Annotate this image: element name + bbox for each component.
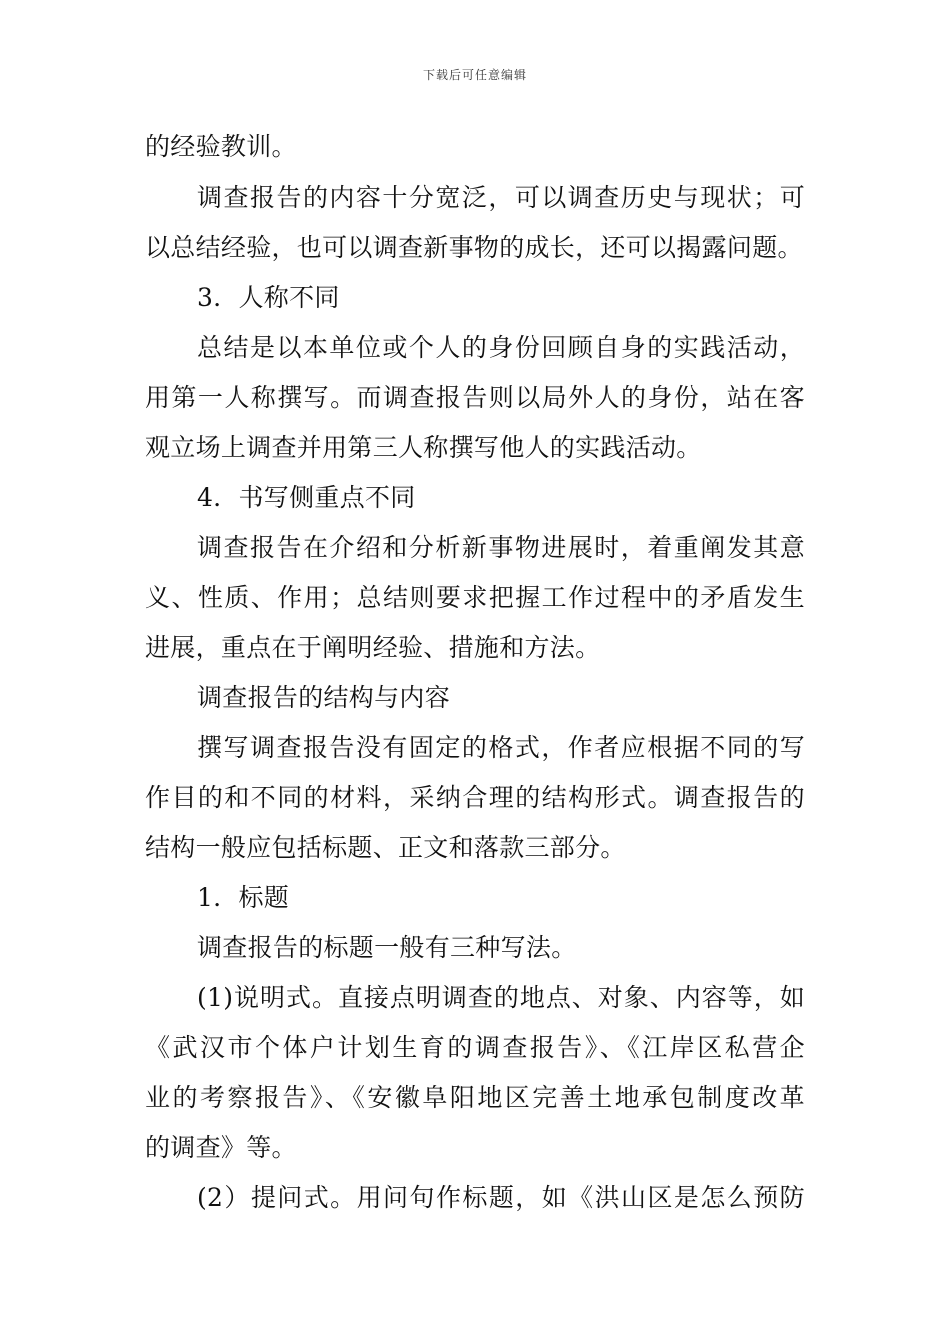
section-heading-4: 4．书写侧重点不同 <box>197 483 416 512</box>
text-line-1: 的经验教训。 <box>145 132 297 161</box>
section-heading-title: 1．标题 <box>197 883 290 912</box>
text-line-10: 义、性质、作用；总结则要求把握工作过程中的矛盾发生 <box>145 583 805 612</box>
text-line-6: 用第一人称撰写。而调查报告则以局外人的身份，站在客 <box>145 383 805 412</box>
text-line-15: 结构一般应包括标题、正文和落款三部分。 <box>145 833 626 862</box>
text-line-11: 进展，重点在于阐明经验、措施和方法。 <box>145 633 601 662</box>
text-line-9: 调查报告在介绍和分析新事物进展时，着重阐发其意 <box>197 533 805 562</box>
text-line-7: 观立场上调查并用第三人称撰写他人的实践活动。 <box>145 433 702 462</box>
section-heading-3: 3．人称不同 <box>197 283 340 312</box>
text-line-5: 总结是以本单位或个人的身份回顾自身的实践活动， <box>197 333 805 362</box>
text-line-13: 撰写调查报告没有固定的格式，作者应根据不同的写 <box>197 733 805 762</box>
text-line-2: 调查报告的内容十分宽泛，可以调查历史与现状；可 <box>197 183 805 212</box>
text-line-22: (2）提问式。用问句作标题，如《洪山区是怎么预防 <box>197 1183 805 1212</box>
text-line-14: 作目的和不同的材料，采纳合理的结构形式。调查报告的 <box>145 783 805 812</box>
text-line-17: 调查报告的标题一般有三种写法。 <box>197 933 577 962</box>
page-header-note: 下载后可任意编辑 <box>422 68 527 82</box>
text-line-20: 业的考察报告》、《安徽阜阳地区完善土地承包制度改革 <box>145 1083 805 1112</box>
text-line-3: 以总结经验，也可以调查新事物的成长，还可以揭露问题。 <box>145 233 803 262</box>
section-heading-structure: 调查报告的结构与内容 <box>197 683 451 712</box>
text-line-21: 的调查》等。 <box>145 1133 297 1162</box>
text-line-19: 《武汉市个体户计划生育的调查报告》、《江岸区私营企 <box>145 1033 805 1062</box>
text-line-18: (1)说明式。直接点明调查的地点、对象、内容等，如 <box>197 983 805 1012</box>
